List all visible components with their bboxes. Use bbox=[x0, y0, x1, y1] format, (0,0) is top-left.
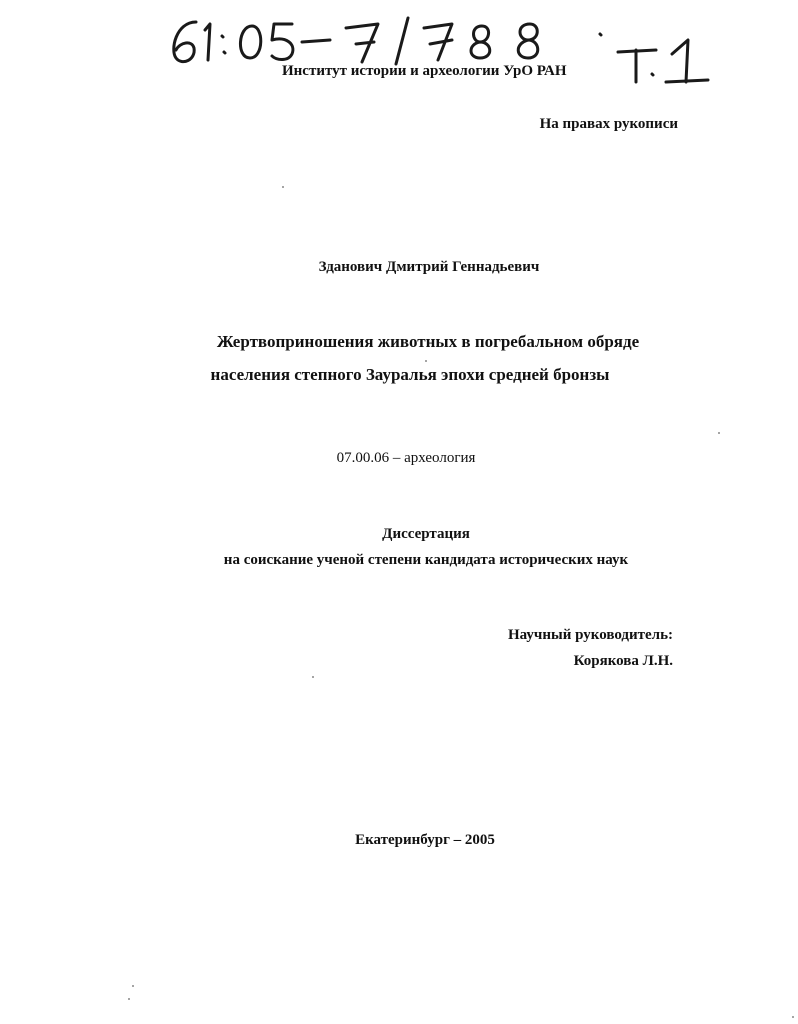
handwritten-call-number bbox=[0, 0, 798, 100]
dissertation-type: Диссертация bbox=[382, 526, 470, 542]
author-name: Зданович Дмитрий Геннадьевич bbox=[318, 259, 540, 275]
scan-speck bbox=[718, 432, 720, 434]
handwritten-digit bbox=[240, 26, 260, 58]
handwritten-colon bbox=[222, 36, 225, 53]
rights-notice: На правах рукописи bbox=[539, 116, 678, 132]
supervisor-label: Научный руководитель: bbox=[508, 627, 673, 643]
dissertation-title-line-2: населения степного Зауралья эпохи средней бронзы bbox=[210, 365, 610, 384]
handwritten-digit bbox=[424, 24, 452, 60]
scan-speck bbox=[282, 186, 284, 188]
handwritten-letter bbox=[618, 50, 656, 82]
scan-speck bbox=[425, 360, 427, 362]
handwritten-dash bbox=[302, 40, 330, 42]
specialty-code: 07.00.06 – археология bbox=[336, 450, 476, 466]
scan-speck bbox=[128, 998, 130, 1000]
handwritten-digit bbox=[518, 24, 538, 58]
supervisor-name: Корякова Л.Н. bbox=[573, 653, 673, 669]
dissertation-title-line-1: Жертвоприношения животных в погребальном обряде bbox=[216, 332, 640, 351]
handwritten-digit bbox=[205, 24, 210, 60]
degree-sought: на соискание ученой степени кандидата исторических наук bbox=[223, 552, 629, 568]
handwritten-dot bbox=[600, 34, 601, 35]
city-and-year: Екатеринбург – 2005 bbox=[355, 832, 495, 848]
handwritten-digit bbox=[272, 24, 293, 60]
institute-name: Институт истории и археологии УрО РАН bbox=[282, 63, 567, 79]
handwritten-digit bbox=[666, 40, 708, 82]
handwritten-digit bbox=[471, 26, 490, 58]
scan-speck bbox=[312, 676, 314, 678]
scan-speck bbox=[132, 985, 134, 987]
handwritten-digit bbox=[346, 24, 378, 62]
handwritten-digit bbox=[174, 22, 196, 62]
handwritten-slash bbox=[396, 18, 408, 64]
handwritten-dot bbox=[652, 74, 653, 75]
scan-speck bbox=[792, 1016, 794, 1018]
